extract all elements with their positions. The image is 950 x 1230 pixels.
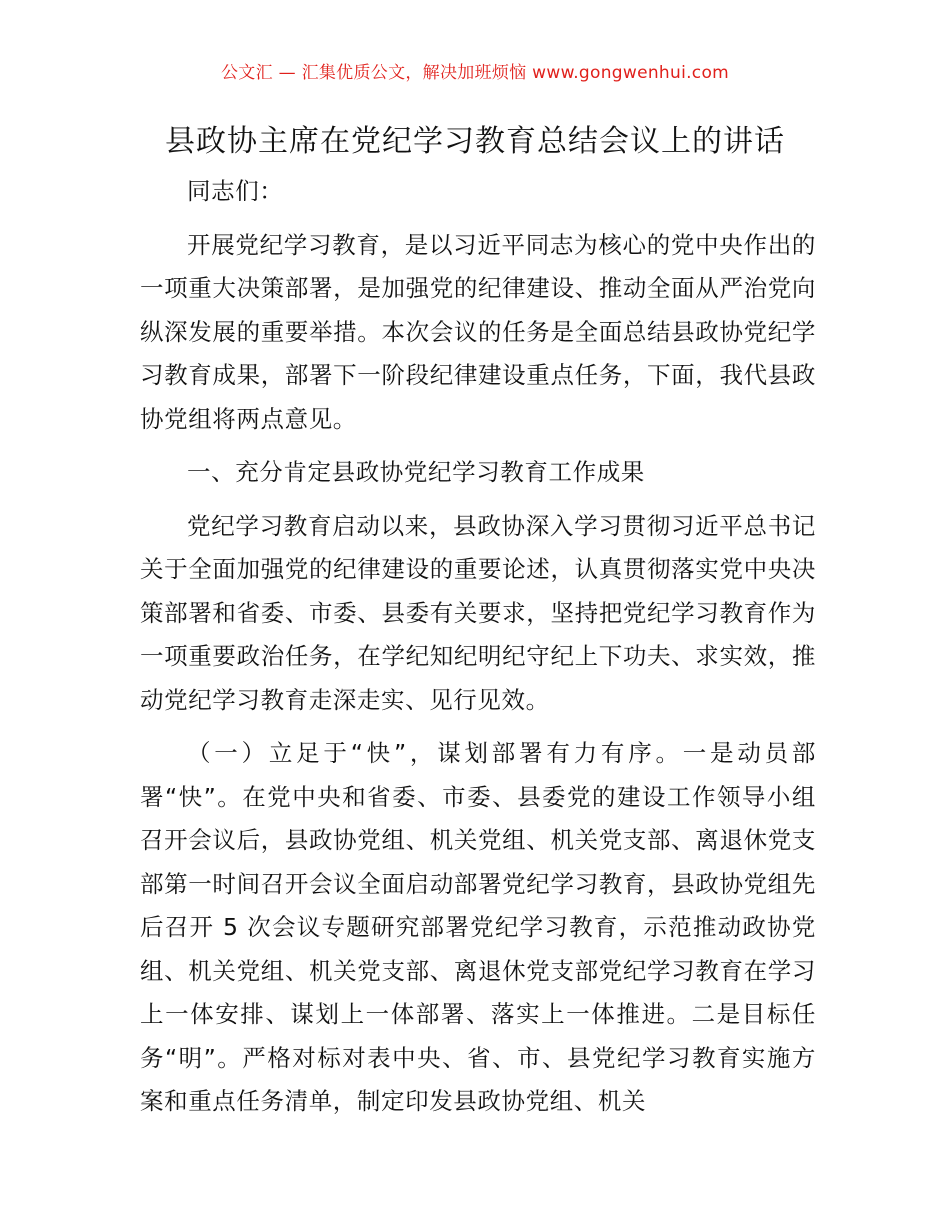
document-body: [140, 170, 816, 1124]
paragraph-subsection-1: （一）立足于“快”，谋划部署有力有序。一是动员部署“快”。在党中央和省委、市委、县委党的建设工作领导小组召开会议后，县政协党组、机关党组、机关党支部、离退休党支部第一时间召开会议全面启动部署党纪学习教育，县政协党组先后召开 5 次会议专题研究部署党纪学习教育，示范推动政协党组、机关党组、机关党支部、离退休党支部党纪学习教育在学习上一体安排、谋划上一体部署、落实上一体推进。二是目标任务“明”。严格对标对表中央、省、市、县党纪学习教育实施方案和重点任务清单，制定印发县政协党组、机关: [140, 739, 816, 1115]
paragraph-intro: 开展党纪学习教育，是以习近平同志为核心的党中央作出的一项重大决策部署，是加强党的纪律建设、推动全面从严治党向纵深发展的重要举措。本次会议的任务是全面总结县政协党纪学习教育成果，部署下一阶段纪律建设重点任务，下面，我代县政协党组将两点意见。: [140, 230, 816, 433]
header-banner: 公文汇 — 汇集优质公文，解决加班烦恼 www.gongwenhui.com: [220, 63, 730, 83]
document-title: 县政协主席在党纪学习教育总结会议上的讲话: [165, 124, 785, 159]
paragraph-overview: 党纪学习教育启动以来，县政协深入学习贯彻习近平总书记关于全面加强党的纪律建设的重要论述，认真贯彻落实党中央决策部署和省委、市委、县委有关要求，坚持把党纪学习教育作为一项重要政治任务，在学纪知纪明纪守纪上下功夫、求实效，推动党纪学习教育走深走实、见行见效。: [140, 511, 816, 714]
section-heading: 一、充分肯定县政协党纪学习教育工作成果: [187, 458, 645, 486]
salutation: 同志们：: [187, 177, 284, 205]
